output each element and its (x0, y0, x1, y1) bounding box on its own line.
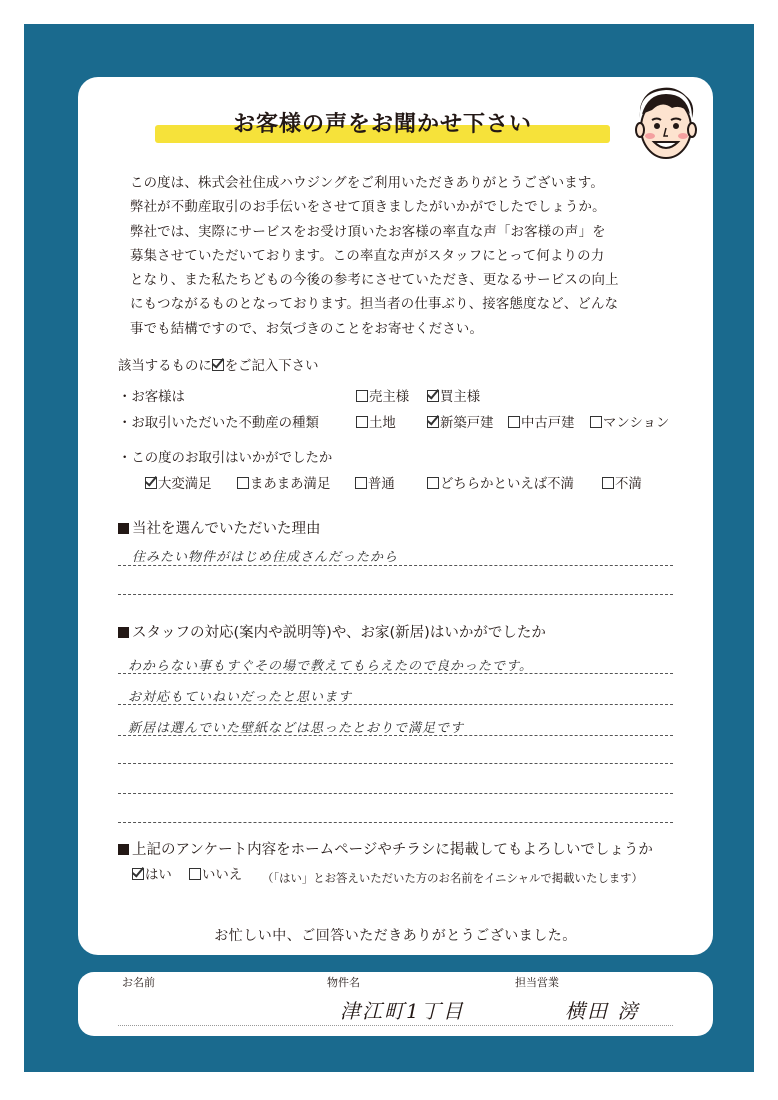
property-name-label: 物件名 (327, 976, 360, 989)
checkbox-buyer[interactable] (427, 390, 439, 402)
answer-line (118, 594, 673, 595)
staff-heading: スタッフの対応(案内や説明等)や、お家(新居)はいかがでしたか (118, 624, 546, 642)
staff-answer-2[interactable]: お対応もていねいだったと思います (128, 690, 353, 705)
answer-line (118, 704, 673, 705)
square-bullet-icon (118, 627, 129, 638)
staff-answer-3[interactable]: 新居は選んでいた壁紙などは思ったとおりで満足です (128, 721, 465, 736)
square-bullet-icon (118, 844, 129, 855)
satisfaction-label: ・この度のお取引はいかがでしたか (118, 451, 333, 466)
publish-heading: 上記のアンケート内容をホームページやチラシに掲載してもよろしいでしょうか (118, 841, 653, 859)
customer-label: ・お客様は (118, 390, 185, 405)
option-seller[interactable]: 売主様 (356, 389, 409, 407)
reason-answer[interactable]: 住みたい物件がはじめ住成さんだったから (132, 550, 399, 565)
instruction-text: 該当するものに をご記入下さい (118, 359, 319, 374)
checkbox-used-house[interactable] (508, 416, 520, 428)
option-somewhat-unsatisfied[interactable]: どちらかといえば不満 (427, 476, 574, 494)
square-bullet-icon (118, 523, 129, 534)
option-normal[interactable]: 普通 (355, 476, 395, 494)
property-label: ・お取引いただいた不動産の種類 (118, 416, 319, 431)
checkbox-fairly-satisfied[interactable] (237, 477, 249, 489)
name-label: お名前 (122, 976, 155, 989)
checkbox-icon (212, 359, 224, 371)
page-title: お客様の声をお聞かせ下さい (232, 112, 532, 137)
checkbox-mansion[interactable] (590, 416, 602, 428)
option-land[interactable]: 土地 (356, 415, 396, 433)
thanks-text: お忙しい中、ご回答いただきありがとうございました。 (214, 928, 577, 944)
answer-line (118, 673, 673, 674)
answer-line (118, 763, 673, 764)
option-mansion[interactable]: マンション (590, 415, 669, 433)
answer-line (118, 793, 673, 794)
staff-name-value[interactable]: 横田 滂 (565, 999, 640, 1023)
title-block (155, 105, 610, 145)
checkbox-normal[interactable] (355, 477, 367, 489)
answer-line (118, 822, 673, 823)
mascot-face-icon (626, 84, 704, 166)
option-buyer[interactable]: 買主様 (427, 389, 480, 407)
intro-text: この度は、株式会社住成ハウジングをご利用いただきありがとうございます。 弊社が不動産取引のお手伝いをさせて頂きましたがいかがでしたでしょうか。 弊社では、実際にサービスをお受け頂いたお客様の率直な声「お客様の声」を 募集させていただいております。この率直な声がスタッフにとって何よりの力 となり、また私たちどもの今後の参考にさせていただき、更なるサービスの向上 にもつながるものとなっております。担当者の仕事ぶり、接客態度など、どんな 事でも結構ですので、お気づきのことをお寄せください。 (130, 176, 619, 337)
signature-line (118, 1025, 673, 1026)
checkbox-seller[interactable] (356, 390, 368, 402)
checkbox-no[interactable] (189, 868, 201, 880)
answer-line (118, 735, 673, 736)
option-very-satisfied[interactable]: 大変満足 (145, 476, 212, 494)
property-name-value[interactable]: 津江町1丁目 (340, 999, 465, 1023)
staff-label: 担当営業 (515, 976, 559, 989)
checkbox-land[interactable] (356, 416, 368, 428)
option-unsatisfied[interactable]: 不満 (602, 476, 642, 494)
staff-answer-1[interactable]: わからない事もすぐその場で教えてもらえたので良かったです。 (128, 659, 533, 674)
checkbox-unsatisfied[interactable] (602, 477, 614, 489)
checkbox-somewhat-unsatisfied[interactable] (427, 477, 439, 489)
option-fairly-satisfied[interactable]: まあまあ満足 (237, 476, 330, 494)
publish-no-option[interactable]: いいえ (189, 867, 242, 885)
option-new-house[interactable]: 新築戸建 (427, 415, 494, 433)
checkbox-yes[interactable] (132, 868, 144, 880)
checkbox-new-house[interactable] (427, 416, 439, 428)
answer-line (118, 565, 673, 566)
checkbox-very-satisfied[interactable] (145, 477, 157, 489)
publish-yes-option[interactable]: はい (132, 867, 172, 885)
option-used-house[interactable]: 中古戸建 (508, 415, 575, 433)
publish-note: （「はい」とお答えいただいた方のお名前をイニシャルで掲載いたします） (262, 871, 643, 885)
reason-heading: 当社を選んでいただいた理由 (118, 520, 321, 538)
